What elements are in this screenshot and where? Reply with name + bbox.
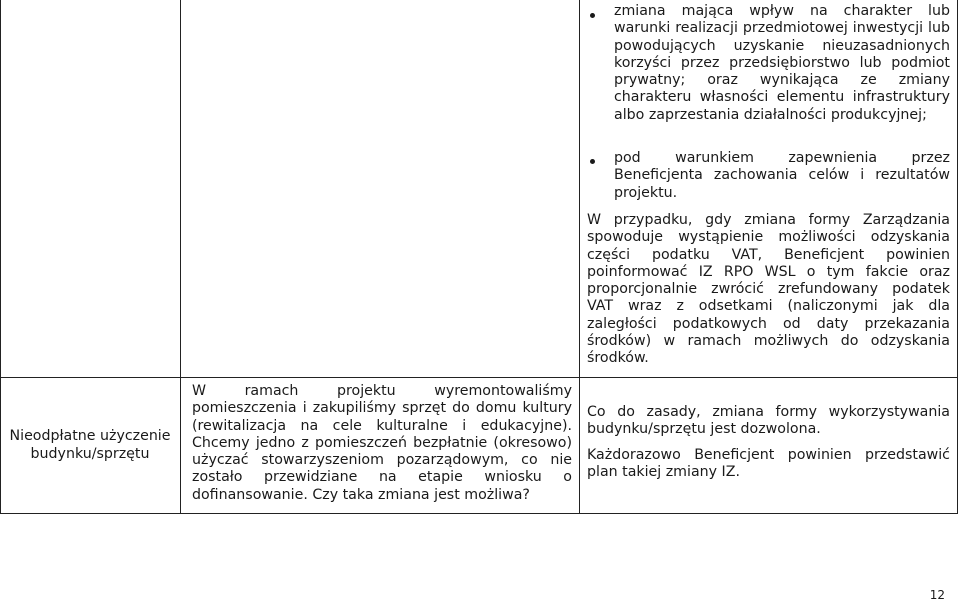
bullet-icon bbox=[590, 13, 595, 18]
answer-1-text: Co do zasady, zmiana formy wykorzystywania budynku/sprzętu jest dozwolona. bbox=[587, 404, 950, 438]
table-border-bottom bbox=[0, 513, 958, 514]
table-border-right bbox=[957, 0, 958, 514]
table-border-col2 bbox=[579, 0, 580, 514]
top-paragraph: W przypadku, gdy zmiana formy Zarządzania spowoduje wystąpienie możliwości odzyskania części podatku VAT, Beneficjent powinien poinformować IZ RPO WSL o tym fakcie oraz proporcjonalnie zwrócić zrefundowany podatek VAT wraz z odsetkami (naliczonymi jak dla zaległości podatkowych od daty przekazania środków) w ramach możliwych do odzyskania środków. bbox=[587, 212, 950, 367]
top-bullet-2-text: pod warunkiem zapewnienia przez Beneficjenta zachowania celów i rezultatów projektu. bbox=[614, 150, 950, 201]
page-number: 12 bbox=[929, 588, 945, 602]
bullet-icon bbox=[590, 159, 595, 164]
table-border-left bbox=[0, 0, 1, 514]
row-divider bbox=[0, 377, 958, 378]
top-bullet-1-text: zmiana mająca wpływ na charakter lub warunki realizacji przedmiotowej inwestycji lub powodujących uzyskanie nieuzasadnionych korzyści przez przedsiębiorstwo lub podmiot prywatny; oraz wynikająca ze zmiany charakteru własności elementu infrastruktury albo zaprzestania działalności produkcyjnej; bbox=[614, 3, 950, 123]
question-text: W ramach projektu wyremontowaliśmy pomieszczenia i zakupiliśmy sprzęt do domu kultury (rewitalizacja na cele kulturalne i edukacyjne). Chcemy jedno z pomieszczeń bezpłatnie (okresowo) użyczać stowarzyszeniom pozarządowym, co nie zostało przewidziane na etapie wniosku o dofinansowanie. Czy taka zmiana jest możliwa? bbox=[192, 383, 572, 503]
row-label-free-lending: Nieodpłatne użyczenie budynku/sprzętu bbox=[9, 428, 171, 462]
table-border-col1 bbox=[180, 0, 181, 514]
answer-2-text: Każdorazowo Beneficjent powinien przedstawić plan takiej zmiany IZ. bbox=[587, 447, 950, 481]
